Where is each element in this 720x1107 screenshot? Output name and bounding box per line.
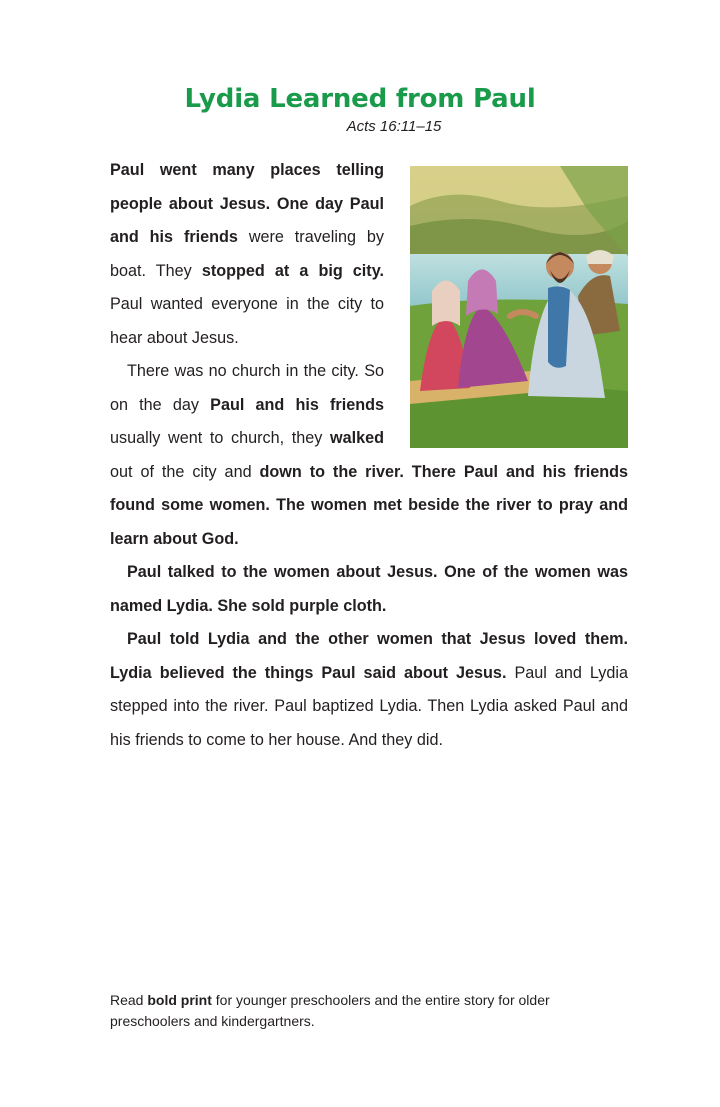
page-title: Lydia Learned from Paul bbox=[184, 84, 536, 114]
reading-note-rest: for younger preschoolers and the entire story for older preschoolers and kindergartners. bbox=[110, 992, 550, 1029]
story-paragraph-3 bbox=[110, 556, 628, 623]
text-run: usually went to church, they bbox=[110, 429, 330, 447]
bold-run: Paul and his friends bbox=[210, 395, 384, 414]
scripture-reference: Acts 16:11–15 bbox=[346, 118, 442, 135]
bold-run: down to the river. There Paul and his friends found some women. bbox=[110, 462, 628, 514]
story-illustration bbox=[410, 166, 628, 448]
story-body bbox=[110, 154, 628, 757]
bold-run: Paul told Lydia and the other women that Jesus loved them. Lydia believed the things Paul said about Jesus. bbox=[110, 630, 628, 682]
bold-run: stopped at a big city. bbox=[201, 261, 384, 280]
reading-note bbox=[110, 990, 630, 1032]
reading-note-bold: bold print bbox=[147, 992, 212, 1008]
bold-run: One day Paul and his friends bbox=[110, 194, 384, 246]
reading-note-lead: Read bbox=[110, 992, 148, 1008]
text-run: Paul wanted everyone in the city to hear about Jesus. bbox=[110, 295, 384, 347]
text-run: out of the city and bbox=[110, 462, 260, 481]
bold-run: walked bbox=[330, 429, 384, 447]
text-run: were traveling by boat. They bbox=[110, 228, 384, 280]
story-paragraph-4 bbox=[110, 623, 628, 757]
bold-run: Paul talked to the women about Jesus. One of the women was named Lydia. She sold purple cloth. bbox=[110, 563, 628, 615]
text-run: There was no church in the city. So on the day bbox=[110, 362, 384, 414]
bold-run: The women met beside the river to pray and learn about God. bbox=[110, 496, 628, 548]
bold-run: Paul went many places telling people about Jesus. bbox=[110, 161, 384, 213]
text-run bbox=[270, 195, 277, 213]
text-run: Paul and Lydia stepped into the river. Paul baptized Lydia. Then Lydia asked Paul and his friends to come to her house. And they did. bbox=[110, 663, 628, 749]
